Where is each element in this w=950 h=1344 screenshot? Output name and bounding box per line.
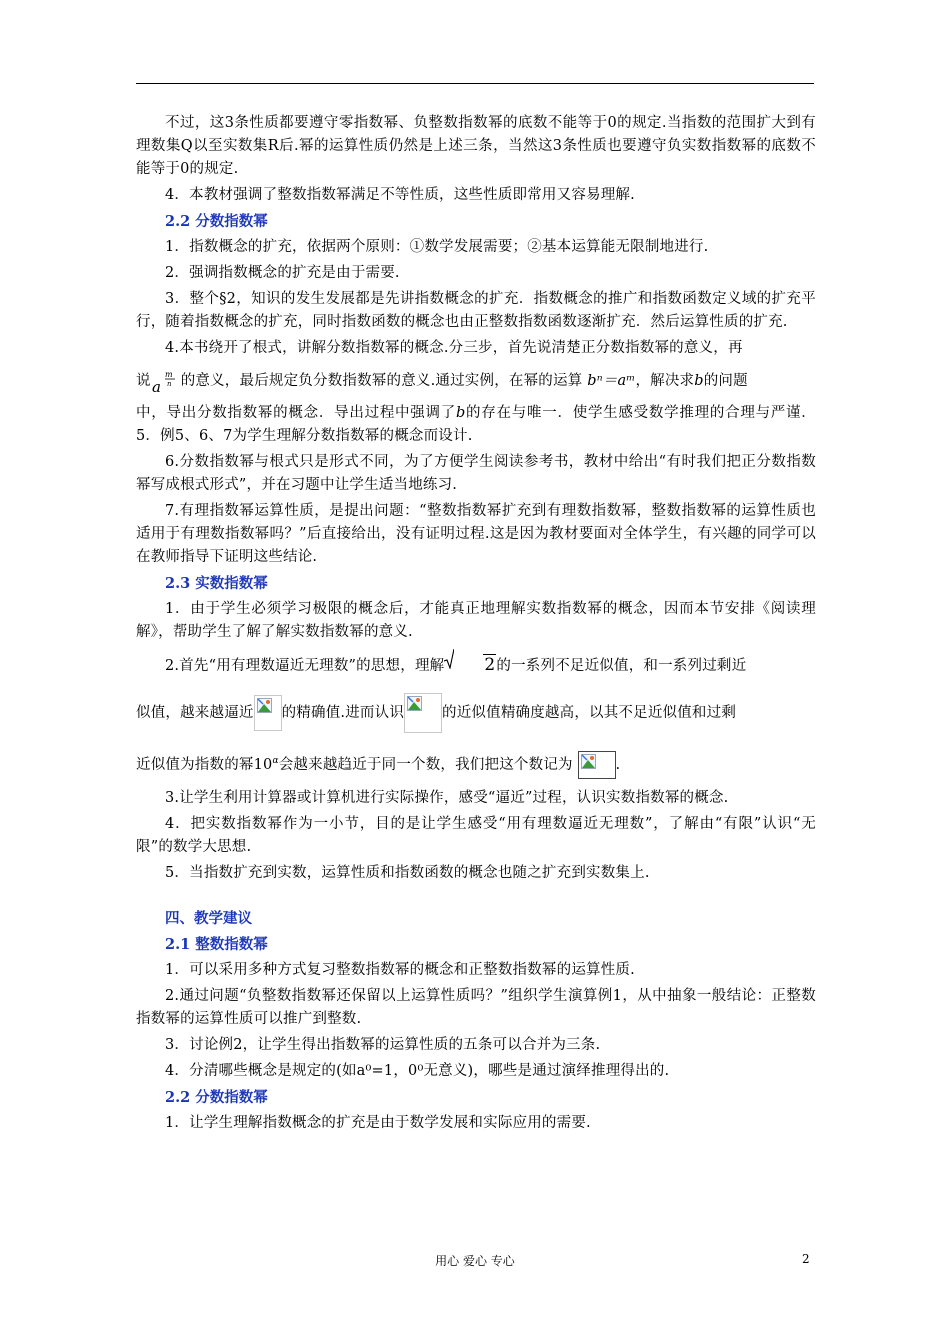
paragraph: 3．整个§2，知识的发生发展都是先讲指数概念的扩充．指数概念的推广和指数函数定义域的扩充平行，随着指数概念的扩充，同时指数函数的概念也由正整数指数函数逐渐扩充．然后运算性质的扩充.	[136, 291, 816, 330]
text-run: 中，导出分数指数幂的概念．导出过程中强调了	[136, 405, 457, 421]
text-run: 说	[136, 373, 151, 389]
text-run: 似值，越来越逼近	[136, 705, 254, 721]
section-heading: 2.2 分数指数幂	[165, 1088, 268, 1106]
paragraph: 4.本书绕开了根式，讲解分数指数幂的概念.分三步，首先说清楚正分数指数幂的意义，再	[165, 340, 743, 356]
variable: b	[456, 405, 466, 421]
text-run: ，解决求	[635, 373, 695, 389]
exponent: α	[272, 756, 279, 766]
section-heading: 2.1 整数指数幂	[165, 935, 268, 953]
text-run: 近似值为指数的幂10	[136, 756, 273, 773]
paragraph: 4．本教材强调了整数指数幂满足不等性质，这些性质即常用又容易理解.	[165, 187, 635, 203]
paragraph: 1．可以采用多种方式复习整数指数幂的概念和正整数指数幂的运算性质.	[165, 961, 635, 978]
text-run: 的精确值.进而认识	[281, 705, 405, 721]
paragraph: 5．当指数扩充到实数，运算性质和指数函数的概念也随之扩充到实数集上.	[165, 864, 650, 881]
text-run: 的问题	[703, 373, 748, 389]
text-run: .	[615, 756, 621, 773]
paragraph	[136, 402, 816, 448]
formula: bⁿ＝aᵐ	[587, 373, 636, 389]
paragraph: 不过，这3条性质都要遵守零指数幂、负整数指数幂的底数不能等于0的规定.当指数的范围扩大到有理数集Q以至实数集R后.幂的运算性质仍然是上述三条，当然这3条性质也要遵守负实数指数幂的底数不能等于0的规定.	[136, 115, 816, 177]
broken-image-icon	[404, 693, 442, 733]
text-run: 会越来越趋近于同一个数，我们把这个数记为	[278, 756, 573, 773]
paragraph: 3．讨论例2，让学生得出指数幂的运算性质的五条可以合并为三条.	[165, 1036, 601, 1053]
svg-text:a: a	[151, 378, 161, 396]
paragraph: 4．把实数指数幂作为一小节，目的是让学生感受“用有理数逼近无理数”，了解由“有限”认识“无限”的数学大思想.	[136, 815, 816, 855]
broken-image-icon	[254, 695, 282, 731]
section-heading: 2.2 分数指数幂	[165, 213, 268, 230]
chapter-heading: 四、教学建议	[165, 909, 252, 927]
paragraph	[136, 647, 816, 684]
text-run: 2.首先“用有理数逼近无理数”的思想，理解	[165, 658, 445, 674]
paragraph: 2.通过问题“负整数指数幂还保留以上运算性质吗？”组织学生演算例1，从中抽象一般结论：正整数指数幂的运算性质可以推广到整数.	[136, 987, 816, 1027]
text-run: 的一系列不足近似值，和一系列过剩近	[496, 658, 747, 674]
paragraph: 1．让学生理解指数概念的扩充是由于数学发展和实际应用的需要.	[165, 1114, 591, 1131]
paragraph	[136, 363, 816, 399]
svg-text:n: n	[166, 380, 172, 388]
paragraph: 6.分数指数幂与根式只是形式不同，为了方便学生阅读参考书，教材中给出“有时我们把正分数指数幂写成根式形式”，并在习题中让学生适当地练习.	[136, 454, 816, 493]
sqrt-radicand: 2	[484, 655, 496, 675]
paragraph	[136, 687, 816, 739]
paragraph: 3.让学生利用计算器或计算机进行实际操作，感受“逼近”过程，认识实数指数幂的概念.	[165, 789, 729, 806]
paragraph: 2．强调指数概念的扩充是由于需要.	[165, 265, 400, 281]
sqrt-formula	[444, 647, 496, 683]
variable: b	[694, 373, 704, 389]
text-run: 的意义，最后规定负分数指数幂的意义.通过实例，在幂的运算	[180, 373, 583, 389]
svg-text:m: m	[164, 370, 173, 379]
page-footer: 用心 爱心 专心	[435, 1254, 515, 1268]
broken-image-icon	[578, 751, 616, 779]
fraction-exponent-formula	[151, 366, 181, 396]
page-number: 2	[802, 1252, 810, 1266]
paragraph	[136, 742, 816, 784]
paragraph: 1．指数概念的扩充，依据两个原则：①数学发展需要；②基本运算能无限制地进行.	[165, 239, 709, 255]
page-body	[136, 112, 816, 1135]
text-run: 的存在与唯一．使学生感受数学推理的合理与严谨．5．例5、6、7为学生理解分数指数幂的概念而设计.	[136, 405, 816, 444]
paragraph: 7.有理指数幂运算性质，是提出问题：“整数指数幂扩充到有理数指数幂，整数指数幂的运算性质也适用于有理数指数幂吗？”后直接给出，没有证明过程.这是因为教材要面对全体学生，有兴趣的同学可以在教师指导下证明这些结论.	[136, 503, 816, 565]
paragraph: 1．由于学生必须学习极限的概念后，才能真正地理解实数指数幂的概念，因而本节安排《阅读理解》，帮助学生了解了解实数指数幂的意义.	[136, 601, 816, 640]
paragraph: 4．分清哪些概念是规定的(如a⁰=1，0⁰无意义)，哪些是通过演绎推理得出的.	[165, 1062, 670, 1079]
header-rule	[136, 83, 814, 84]
text-run: 的近似值精确度越高，以其不足近似值和过剩	[442, 705, 737, 721]
section-heading: 2.3 实数指数幂	[165, 575, 268, 592]
